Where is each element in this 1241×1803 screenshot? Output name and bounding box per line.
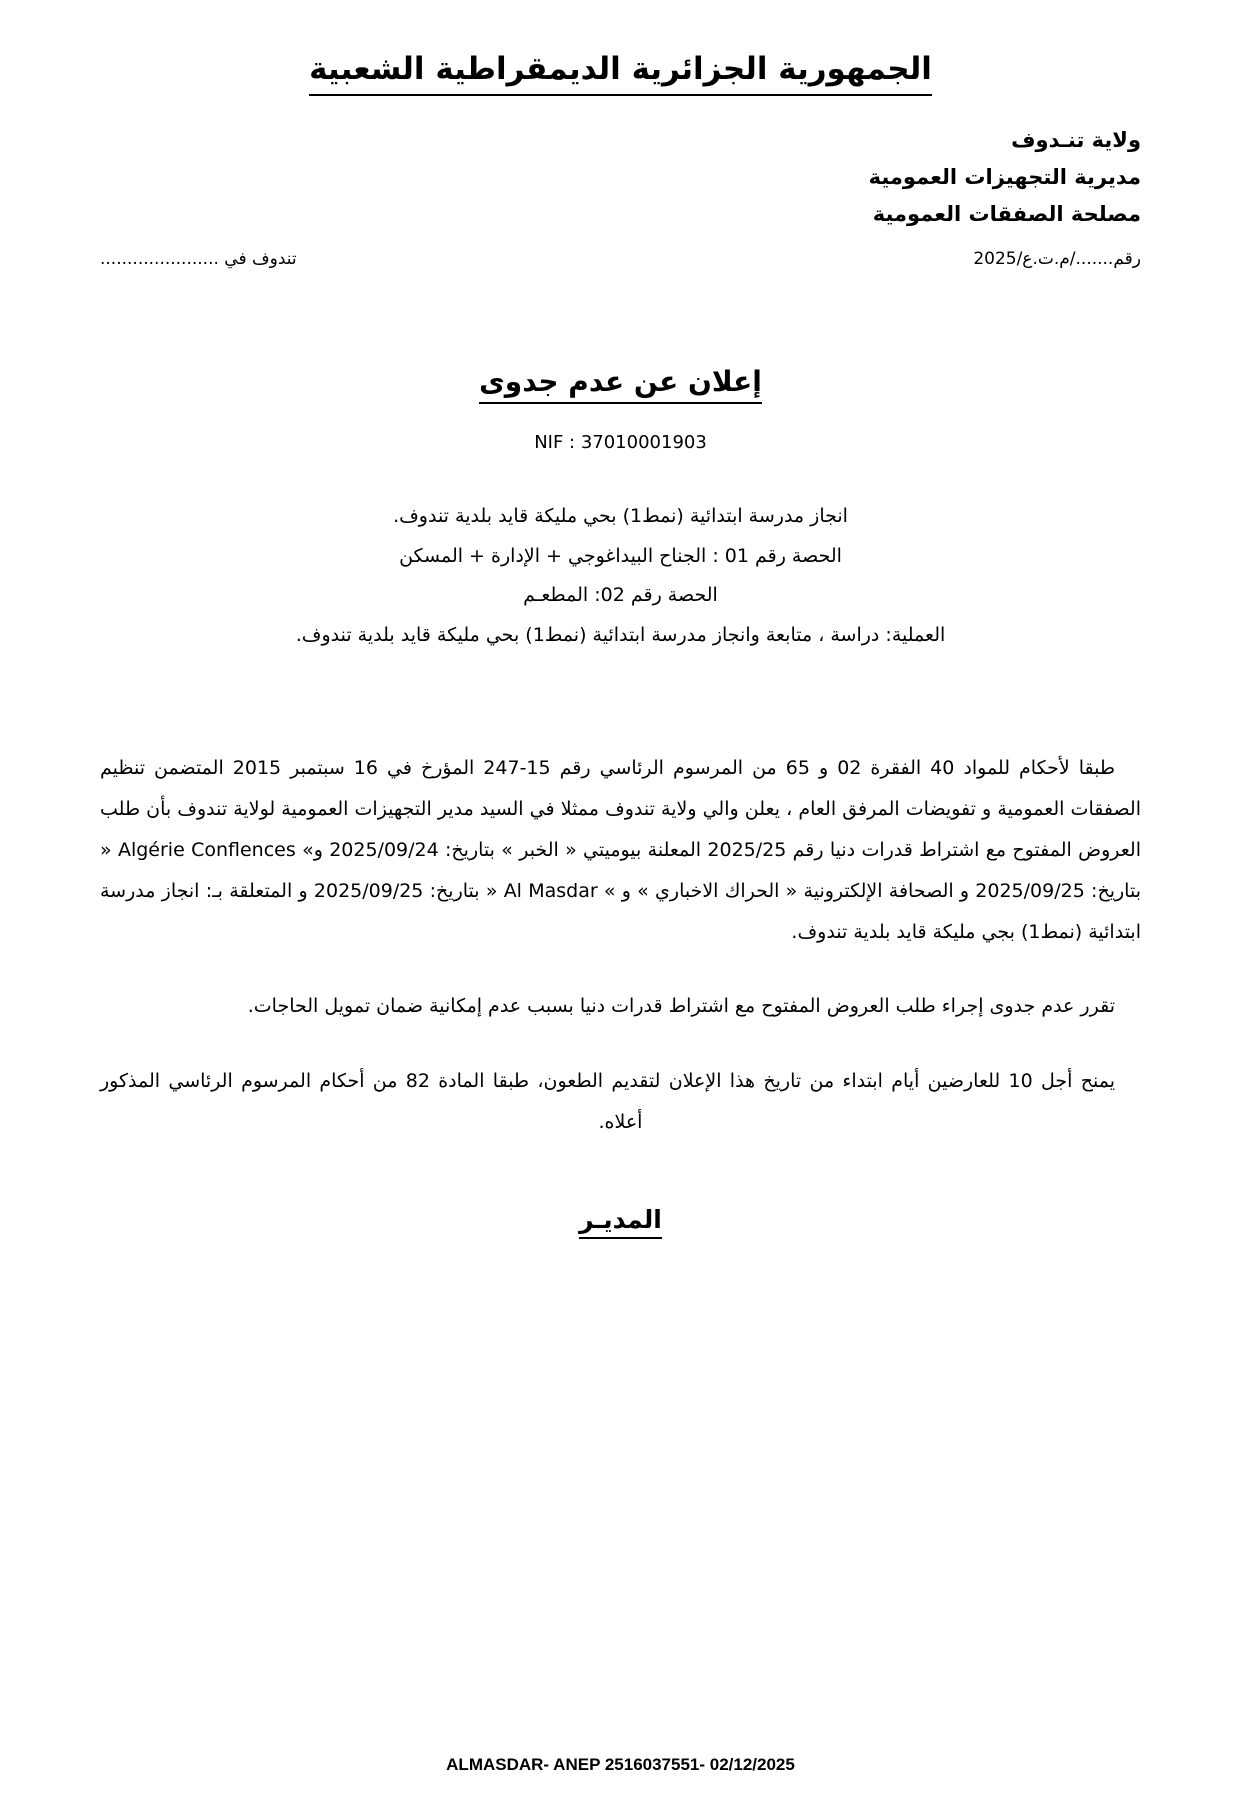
service-line: مصلحة الصفقات العمومية — [872, 201, 1141, 226]
republic-title — [100, 48, 1141, 96]
project-operation: العملية: دراسة ، متابعة وانجاز مدرسة ابتدائية (نمط1) بحي مليكة قايد بلدية تندوف. — [295, 624, 946, 647]
body-block — [100, 748, 1141, 1143]
wilaya-line: ولاية تنـدوف — [1011, 128, 1141, 153]
body-paragraph-1: طبقا لأحكام للمواد 40 الفقرة 02 و 65 من المرسوم الرئاسي رقم 15-247 المؤرخ في 16 سبتمبر 2015 المتضمن تنظيم الصفقات العمومية و تفويضات المرفق العام ، يعلن والي ولاية تندوف ممثلا في السيد مدير التجهيزات العمومية لولاية تندوف بأن طلب العروض المفتوح مع اشتراط قدرات دنيا رقم 2025/25 المعلنة بيوميتي « الخبر » بتاريخ: 2025/09/24 و» Algérie Conflences « بتاريخ: 2025/09/25 و الصحافة الإلكترونية « الحراك الاخباري » و » Al Masdar « بتاريخ: 2025/09/25 و المتعلقة بـ: انجاز مدرسة ابتدائية (نمط1) بجي مليكة قايد بلدية تندوف. — [100, 757, 1141, 943]
project-heading: انجاز مدرسة ابتدائية (نمط1) بحي مليكة قايد بلدية تندوف. — [393, 504, 848, 527]
body-paragraph-2: تقرر عدم جدوى إجراء طلب العروض المفتوح مع اشتراط قدرات دنيا بسبب عدم إمكانية ضمان تمويل الحاجات. — [247, 995, 1115, 1018]
signature-block — [100, 1205, 1141, 1239]
directorate-line: مديرية التجهيزات العمومية — [868, 165, 1141, 190]
reference-row — [100, 249, 1141, 269]
place-date-line: تندوف في ...................... — [100, 248, 297, 269]
project-lot-1: الحصة رقم 01 : الجناح البيداغوجي + الإدارة + المسكن — [399, 544, 842, 567]
republic-title-text: الجمهورية الجزائرية الديمقراطية الشعبية — [309, 48, 932, 96]
page-title — [100, 365, 1141, 404]
organization-block — [100, 122, 1141, 232]
page-title-text: إعلان عن عدم جدوى — [479, 365, 762, 404]
document-page — [0, 48, 1241, 1803]
reference-number: رقم......./م.ت.ع/2025 — [973, 248, 1141, 269]
signature-text: المديـر — [579, 1205, 662, 1239]
project-block — [100, 497, 1141, 657]
body-paragraph-3: يمنح أجل 10 للعارضين أيام ابتداء من تاريخ هذا الإعلان لتقديم الطعون، طبقا المادة 82 من أحكام المرسوم الرئاسي المذكور أعلاه. — [100, 1070, 1116, 1134]
project-lot-2: الحصة رقم 02: المطعـم — [523, 584, 718, 607]
footer-anep-line: ALMASDAR- ANEP 2516037551- 02/12/2025 — [446, 1755, 795, 1774]
nif-line: NIF : 37010001903 — [534, 431, 707, 453]
